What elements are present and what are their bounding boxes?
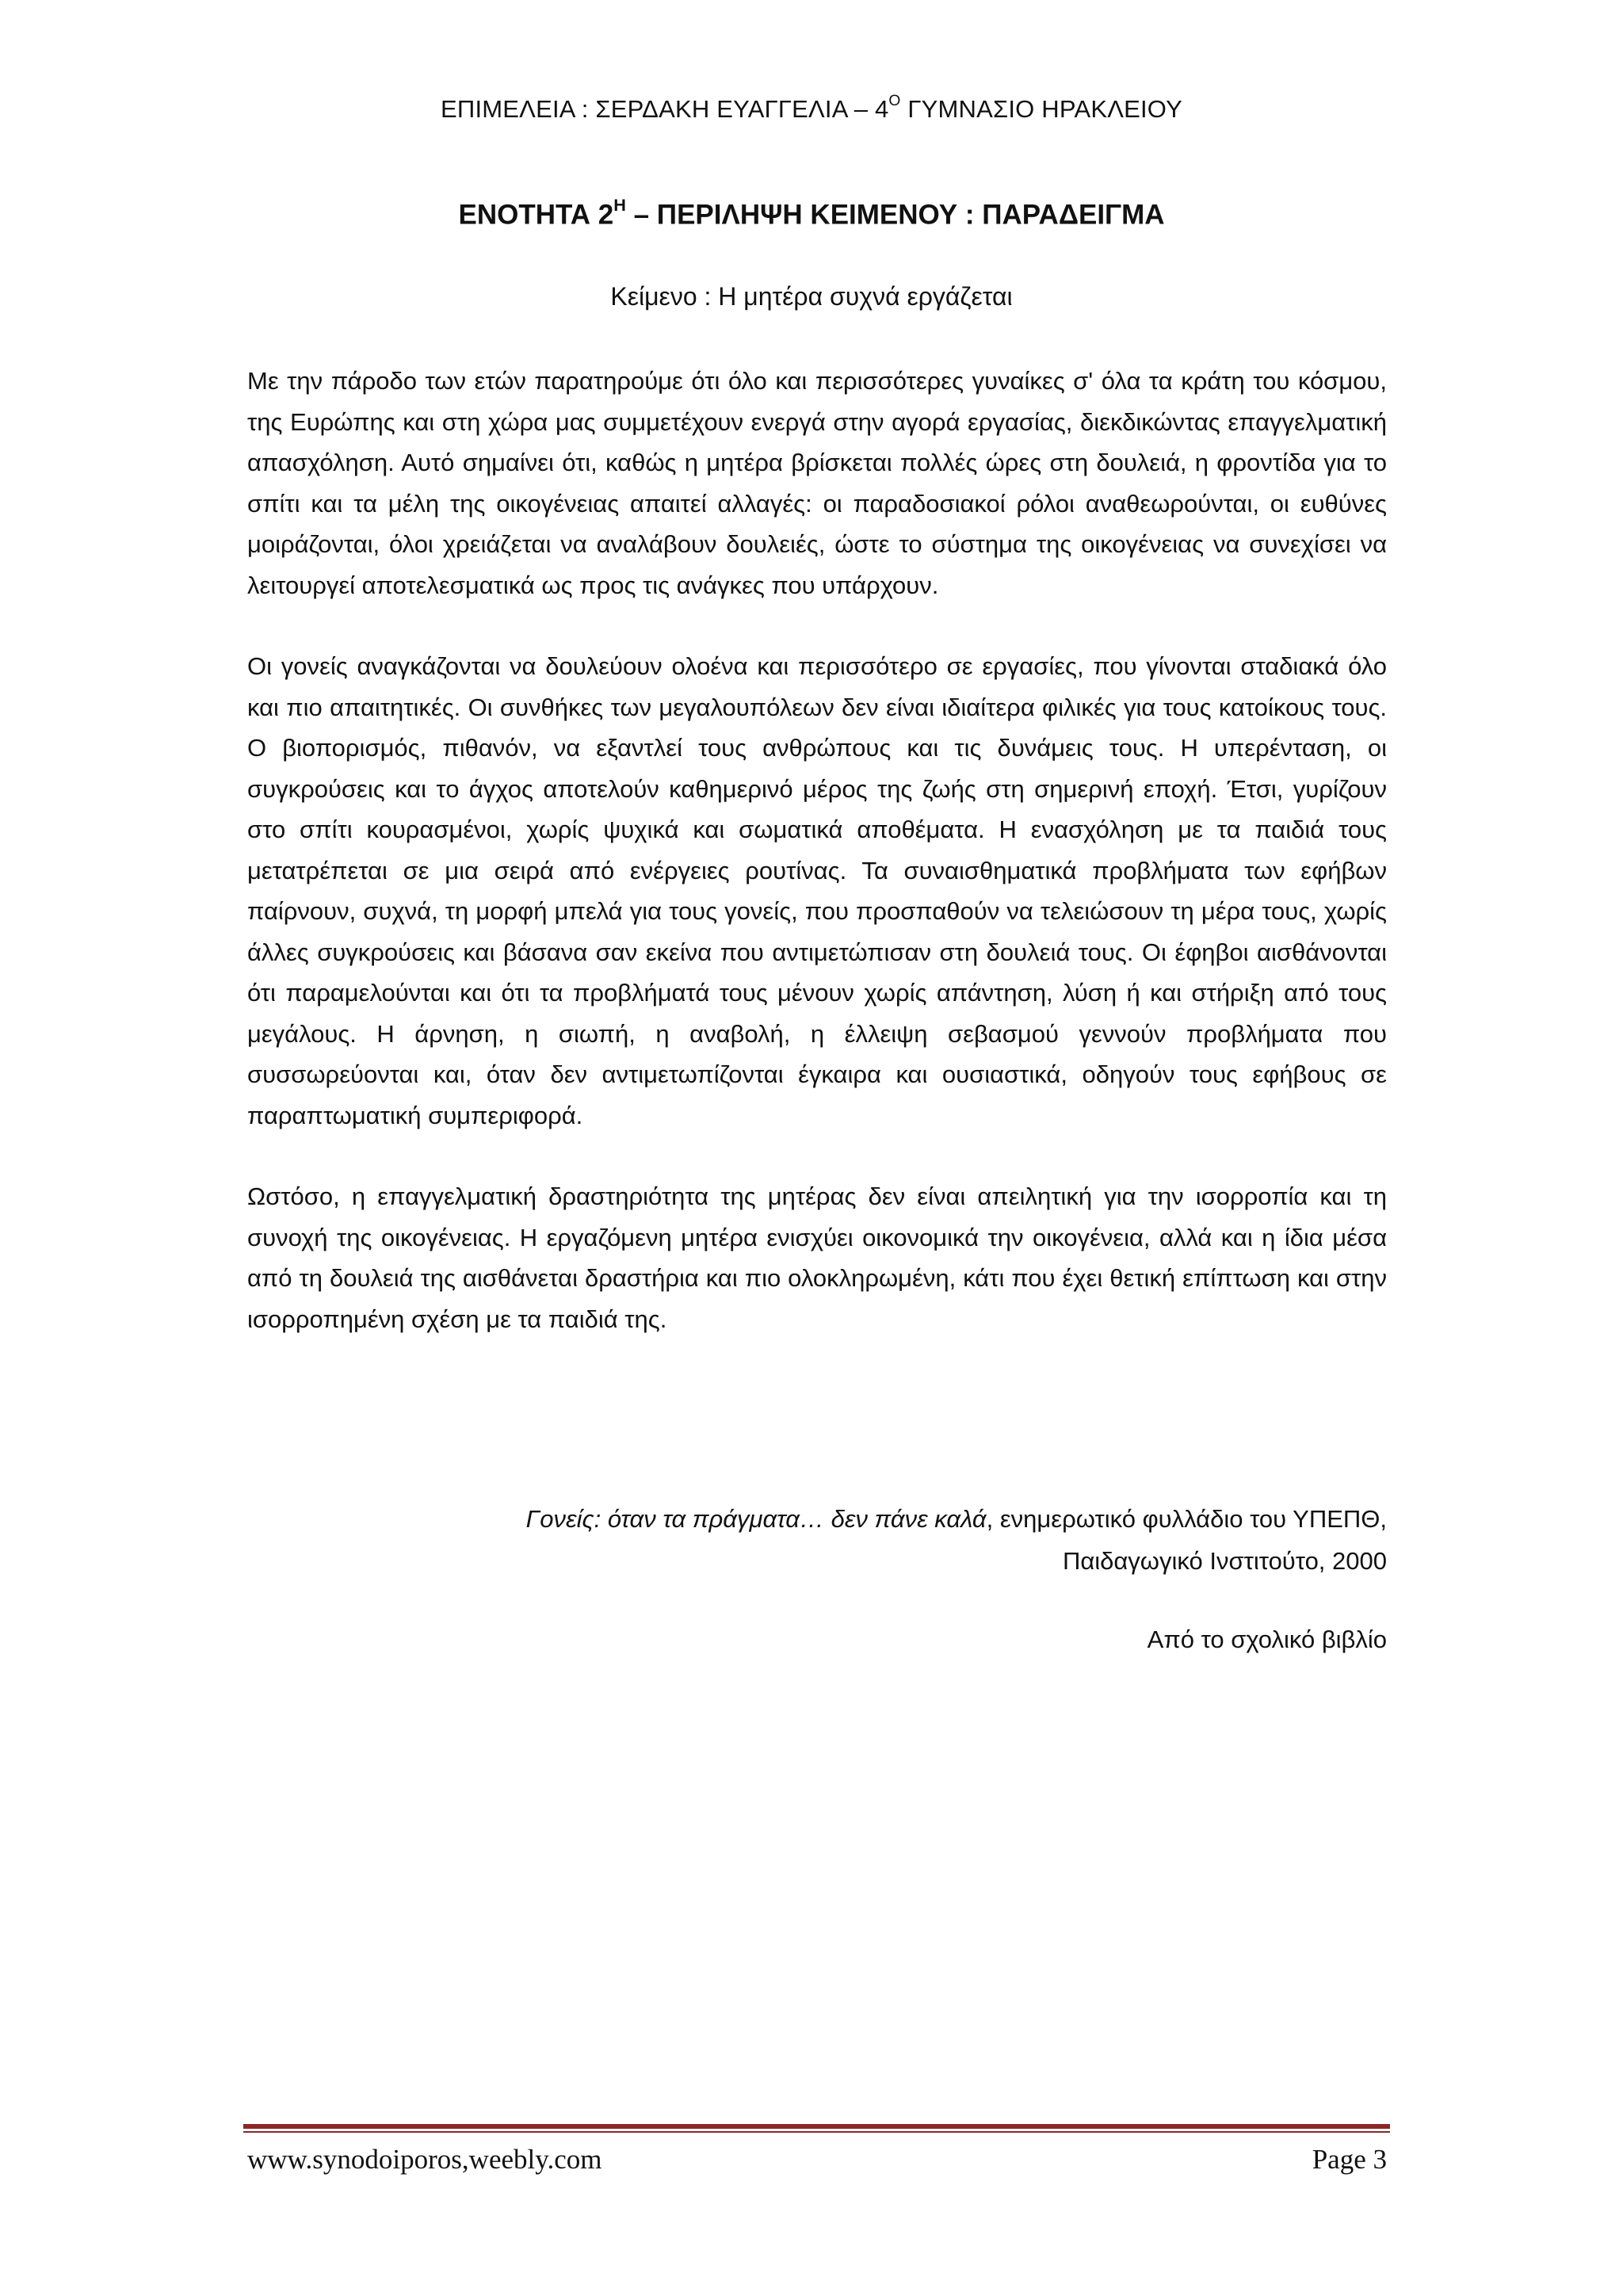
source-citation bbox=[526, 1498, 1387, 1582]
title-text-after: – ΠΕΡΙΛΗΨΗ ΚΕΙΜΕΝΟΥ : ΠΑΡΑΔΕΙΓΜΑ bbox=[625, 199, 1165, 231]
title-text: ΕΝΟΤΗΤΑ 2 bbox=[458, 199, 614, 231]
book-credit: Από το σχολικό βιβλίο bbox=[1147, 1626, 1387, 1653]
body-text bbox=[247, 361, 1387, 1380]
header-text: ΕΠΙΜΕΛΕΙΑ : ΣΕΡΔΑΚΗ ΕΥΑΓΓΕΛΙΑ – 4 bbox=[440, 95, 889, 123]
page-header bbox=[0, 92, 1623, 124]
footer-divider bbox=[243, 2124, 1390, 2134]
paragraph-3: Ωστόσο, η επαγγελματική δραστηριότητα της μητέρας δεν είναι απειλητική για την ισορροπία και τη συνοχή της οικογένειας. Η εργαζόμενη μητέρα ενισχύει οικονομικά την οικογένεια, αλλά και η ίδια μέσα από τη δουλειά της αισθάνεται δραστήρια και πιο ολοκληρωμένη, κάτι που έχει θετική επίπτωση και στην ισορροπημένη σχέση με τα παιδιά της. bbox=[247, 1182, 1387, 1333]
page-number: Page 3 bbox=[1312, 2144, 1387, 2175]
header-text-after: ΓΥΜΝΑΣΙΟ ΗΡΑΚΛΕΙΟΥ bbox=[900, 95, 1182, 123]
footer-divider-thin bbox=[243, 2131, 1390, 2133]
title-superscript: Η bbox=[613, 195, 626, 215]
section-title bbox=[0, 195, 1623, 231]
paragraph-1: Με την πάροδο των ετών παρατηρούμε ότι όλο και περισσότερες γυναίκες σ' όλα τα κράτη του κόσμου, της Ευρώπης και στη χώρα μας συμμετέχουν ενεργά στην αγορά εργασίας, διεκδικώντας επαγγελματική απασχόληση. Αυτό σημαίνει ότι, καθώς η μητέρα βρίσκεται πολλές ώρες στη δουλειά, η φροντίδα για το σπίτι και τα μέλη της οικογένειας απαιτεί αλλαγές: οι παραδοσιακοί ρόλοι αναθεωρούνται, οι ευθύνες μοιράζονται, όλοι χρειάζεται να αναλάβουν δουλειές, ώστε το σύστημα της οικογένειας να συνεχίσει να λειτουργεί αποτελεσματικά ως προς τις ανάγκες που υπάρχουν. bbox=[247, 367, 1387, 599]
source-line-1 bbox=[526, 1498, 1387, 1540]
source-line-2: Παιδαγωγικό Ινστιτούτο, 2000 bbox=[1062, 1547, 1387, 1575]
source-publisher: , ενημερωτικό φυλλάδιο του ΥΠΕΠΘ, bbox=[986, 1505, 1387, 1533]
footer-divider-thick bbox=[243, 2124, 1390, 2129]
source-title: Γονείς: όταν τα πράγματα… δεν πάνε καλά bbox=[525, 1505, 987, 1533]
header-superscript: Ο bbox=[888, 92, 901, 109]
paragraph-2: Οι γονείς αναγκάζονται να δουλεύουν ολοένα και περισσότερο σε εργασίες, που γίνονται σταδιακά όλο και πιο απαιτητικές. Οι συνθήκες των μεγαλουπόλεων δεν είναι ιδιαίτερα φιλικές για τους κατοίκους τους. Ο βιοπορισμός, πιθανόν, να εξαντλεί τους ανθρώπους και τις δυνάμεις τους. Η υπερένταση, οι συγκρούσεις και το άγχος αποτελούν καθημερινό μέρος της ζωής στη σημερινή εποχή. Έτσι, γυρίζουν στο σπίτι κουρασμένοι, χωρίς ψυχικά και σωματικά αποθέματα. Η ενασχόληση με τα παιδιά τους μετατρέπεται σε μια σειρά από ενέργειες ρουτίνας. Τα συναισθηματικά προβλήματα των εφήβων παίρνουν, συχνά, τη μορφή μπελά για τους γονείς, που προσπαθούν να τελειώσουν τη μέρα τους, χωρίς άλλες συγκρούσεις και βάσανα σαν εκείνα που αντιμετώπισαν στη δουλειά τους. Οι έφηβοι αισθάνονται ότι παραμελούνται και ότι τα προβλήματά τους μένουν χωρίς απάντηση, λύση ή και στήριξη από τους μεγάλους. Η άρνηση, η σιωπή, η αναβολή, η έλλειψη σεβασμού γεννούν προβλήματα που συσσωρεύονται και, όταν δεν αντιμετωπίζονται έγκαιρα και ουσιαστικά, οδηγούν τους εφήβους σε παραπτωματική συμπεριφορά. bbox=[247, 652, 1387, 1129]
text-subtitle: Κείμενο : Η μητέρα συχνά εργάζεται bbox=[610, 282, 1013, 311]
footer-url: www.synodoiporos,weebly.com bbox=[247, 2144, 602, 2175]
